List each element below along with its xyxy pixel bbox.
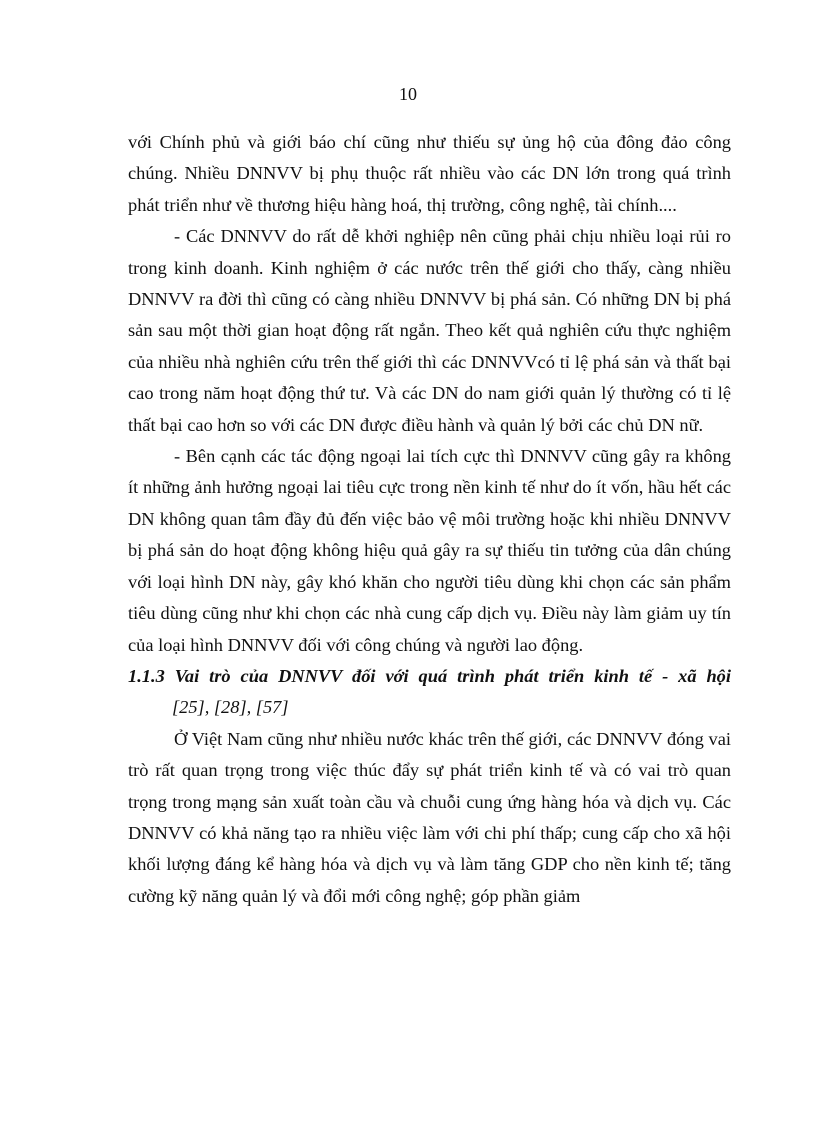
body-paragraph: Ở Việt Nam cũng như nhiều nước khác trên thế giới, các DNNVV đóng vai trò rất quan trọng trong việc thúc đẩy sự phát triển kinh tế và có vai trò quan trọng trong mạng sản xuất toàn cầu và chuỗi cung ứng hàng hóa và dịch vụ. Các DNNVV có khả năng tạo ra nhiều việc làm với chi phí thấp; cung cấp cho xã hội khối lượng đáng kể hàng hóa và dịch vụ và làm tăng GDP cho nền kinh tế; tăng cường kỹ năng quản lý và đổi mới công nghệ; góp phần giảm — [128, 728, 731, 906]
body-paragraph: - Các DNNVV do rất dễ khởi nghiệp nên cũng phải chịu nhiều loại rủi ro trong kinh doanh. Kinh nghiệm ở các nước trên thế giới cho thấy, càng nhiều DNNVV ra đời thì cũng có càng nhiều DNNVV bị phá sản. Có những DN bị phá sản sau một thời gian hoạt động rất ngắn. Theo kết quả nghiên cứu thực nghiệm của nhiều nhà nghiên cứu trên thế giới thì các DNNVVcó tỉ lệ phá sản và thất bại cao trong năm hoạt động thứ tư. Và các DN do nam giới quản lý thường có tỉ lệ thất bại cao hơn so với các DN được điều hành và quản lý bởi các chủ DN nữ. — [128, 226, 731, 435]
section-references: [25], [28], [57] — [172, 697, 289, 718]
body-paragraph: với Chính phủ và giới báo chí cũng như thiếu sự ủng hộ của đông đảo công chúng. Nhiều DNNVV bị phụ thuộc rất nhiều vào các DN lớn trong quá trình phát triển như về thương hiệu hàng hoá, thị trường, công nghệ, tài chính.... — [128, 132, 731, 215]
body-paragraph: - Bên cạnh các tác động ngoại lai tích cực thì DNNVV cũng gây ra không ít những ảnh hưởng ngoại lai tiêu cực trong nền kinh tế như do ít vốn, hầu hết các DN không quan tâm đầy đủ đến việc bảo vệ môi trường hoặc khi nhiều DNNVV bị phá sản do hoạt động không hiệu quả gây ra sự thiếu tin tưởng của dân chúng với loại hình DN này, gây khó khăn cho người tiêu dùng khi chọn các sản phẩm tiêu dùng cũng như khi chọn các nhà cung cấp dịch vụ. Điều này làm giảm uy tín của loại hình DNNVV đối với công chúng và người lao động. — [128, 446, 731, 655]
page-number: 10 — [399, 84, 417, 104]
document-body — [128, 127, 731, 912]
section-heading: 1.1.3 Vai trò của DNNVV đối với quá trình phát triển kinh tế - xã hội — [128, 665, 731, 686]
